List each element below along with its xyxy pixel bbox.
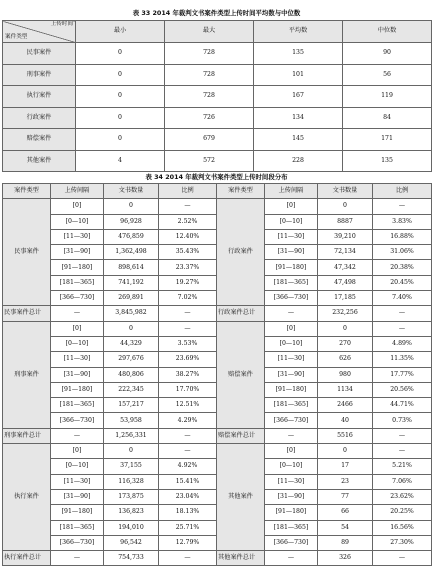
interval-cell: [31—90] [51, 245, 104, 260]
count-cell: 37,155 [104, 459, 159, 474]
header-diagonal-cell [3, 21, 76, 43]
interval-cell: [31—90] [51, 489, 104, 504]
interval-cell: [0—10] [265, 336, 318, 351]
ratio-cell: — [159, 321, 217, 336]
interval-cell: [0—10] [51, 459, 104, 474]
total-label-cell: 刑事案件总计 [3, 428, 51, 443]
count-cell: 0 [104, 444, 159, 459]
count-cell: 222,345 [104, 382, 159, 397]
interval-cell: [366—730] [265, 413, 318, 428]
case-type-cell: 行政案件 [3, 107, 76, 129]
column-header: 文书数量 [318, 184, 373, 199]
value-cell: 90 [343, 43, 432, 65]
count-cell: 0 [318, 199, 373, 214]
count-cell: 476,859 [104, 229, 159, 244]
count-cell: 17 [318, 459, 373, 474]
column-header: 中位数 [343, 21, 432, 43]
value-cell: 0 [76, 86, 165, 108]
case-type-cell: 民事案件 [3, 199, 51, 306]
count-cell: 54 [318, 520, 373, 535]
total-count-cell: 232,256 [318, 306, 373, 321]
ratio-cell: 23.04% [159, 489, 217, 504]
ratio-cell: 4.29% [159, 413, 217, 428]
ratio-cell: 25.71% [159, 520, 217, 535]
table-row [3, 321, 432, 336]
ratio-cell: 44.71% [373, 398, 432, 413]
case-type-cell: 民事案件 [3, 43, 76, 65]
interval-cell: [0] [265, 444, 318, 459]
count-cell: 194,010 [104, 520, 159, 535]
interval-cell: [91—180] [265, 505, 318, 520]
ratio-cell: 7.40% [373, 291, 432, 306]
total-ratio-cell: — [159, 551, 217, 566]
ratio-cell: — [373, 199, 432, 214]
count-cell: 269,891 [104, 291, 159, 306]
value-cell: 167 [254, 86, 343, 108]
value-cell: 0 [76, 107, 165, 129]
value-cell: 4 [76, 150, 165, 172]
ratio-cell: 12.51% [159, 398, 217, 413]
interval-cell: [91—180] [265, 260, 318, 275]
count-cell: 741,192 [104, 275, 159, 290]
total-count-cell: 1,256,331 [104, 428, 159, 443]
table-row [3, 444, 432, 459]
ratio-cell: 38.27% [159, 367, 217, 382]
table-33-header-row [3, 21, 432, 43]
column-header: 最大 [165, 21, 254, 43]
total-label-cell: 民事案件总计 [3, 306, 51, 321]
ratio-cell: — [373, 321, 432, 336]
total-ratio-cell: — [159, 428, 217, 443]
value-cell: 679 [165, 129, 254, 151]
interval-cell: [366—730] [51, 535, 104, 550]
ratio-cell: 5.21% [373, 459, 432, 474]
count-cell: 2466 [318, 398, 373, 413]
ratio-cell: 4.92% [159, 459, 217, 474]
count-cell: 0 [318, 321, 373, 336]
interval-cell: [91—180] [51, 505, 104, 520]
value-cell: 728 [165, 64, 254, 86]
case-type-cell: 刑事案件 [3, 321, 51, 428]
ratio-cell: 18.13% [159, 505, 217, 520]
count-cell: 136,823 [104, 505, 159, 520]
count-cell: 0 [318, 444, 373, 459]
interval-cell: [366—730] [51, 291, 104, 306]
column-header: 上传间隔 [265, 184, 318, 199]
ratio-cell: 3.53% [159, 336, 217, 351]
ratio-cell: 16.56% [373, 520, 432, 535]
case-type-cell: 刑事案件 [3, 64, 76, 86]
count-cell: 297,676 [104, 352, 159, 367]
case-type-cell: 赔偿案件 [3, 129, 76, 151]
interval-cell: [0—10] [265, 459, 318, 474]
total-count-cell: 3,845,982 [104, 306, 159, 321]
interval-cell: [181—365] [265, 520, 318, 535]
column-header: 平均数 [254, 21, 343, 43]
table-33-caption: 表 33 2014 年裁判文书案件类型上传时间平均数与中位数 [132, 9, 301, 17]
ratio-cell: — [159, 444, 217, 459]
case-type-cell: 赔偿案件 [217, 321, 265, 428]
case-type-cell: 执行案件 [3, 444, 51, 551]
value-cell: 84 [343, 107, 432, 129]
table-row [3, 43, 432, 65]
interval-cell: [11—30] [51, 474, 104, 489]
ratio-cell: 17.70% [159, 382, 217, 397]
total-count-cell: 754,733 [104, 551, 159, 566]
total-label-cell: 其他案件总计 [217, 551, 265, 566]
column-header: 比例 [159, 184, 217, 199]
ratio-cell: 20.56% [373, 382, 432, 397]
count-cell: 96,542 [104, 535, 159, 550]
value-cell: 171 [343, 129, 432, 151]
value-cell: 0 [76, 129, 165, 151]
value-cell: 572 [165, 150, 254, 172]
table-row [3, 129, 432, 151]
ratio-cell: 0.73% [373, 413, 432, 428]
count-cell: 0 [104, 199, 159, 214]
ratio-cell: 2.52% [159, 214, 217, 229]
ratio-cell: 4.89% [373, 336, 432, 351]
value-cell: 119 [343, 86, 432, 108]
interval-cell: [181—365] [265, 275, 318, 290]
total-label-cell: 执行案件总计 [3, 551, 51, 566]
total-interval-cell: — [51, 306, 104, 321]
count-cell: 480,806 [104, 367, 159, 382]
interval-cell: [31—90] [51, 367, 104, 382]
total-row [3, 551, 432, 566]
total-interval-cell: — [51, 428, 104, 443]
value-cell: 726 [165, 107, 254, 129]
case-type-cell: 其他案件 [3, 150, 76, 172]
column-header: 案件类型 [3, 184, 51, 199]
count-cell: 980 [318, 367, 373, 382]
count-cell: 270 [318, 336, 373, 351]
interval-cell: [91—180] [265, 382, 318, 397]
value-cell: 135 [343, 150, 432, 172]
total-row [3, 428, 432, 443]
ratio-cell: 12.40% [159, 229, 217, 244]
value-cell: 0 [76, 64, 165, 86]
count-cell: 40 [318, 413, 373, 428]
ratio-cell: 35.43% [159, 245, 217, 260]
ratio-cell: 23.62% [373, 489, 432, 504]
total-interval-cell: — [265, 551, 318, 566]
interval-cell: [0] [51, 199, 104, 214]
ratio-cell: 16.88% [373, 229, 432, 244]
count-cell: 89 [318, 535, 373, 550]
interval-cell: [11—30] [265, 474, 318, 489]
ratio-cell: — [373, 444, 432, 459]
ratio-cell: 23.37% [159, 260, 217, 275]
count-cell: 626 [318, 352, 373, 367]
interval-cell: [366—730] [51, 413, 104, 428]
interval-cell: [0—10] [51, 336, 104, 351]
ratio-cell: 20.25% [373, 505, 432, 520]
count-cell: 44,329 [104, 336, 159, 351]
ratio-cell: 11.35% [373, 352, 432, 367]
count-cell: 1134 [318, 382, 373, 397]
count-cell: 39,210 [318, 229, 373, 244]
table-row [3, 107, 432, 129]
header-upload-time-label: 上传时间 [50, 21, 73, 27]
table-33 [2, 20, 432, 172]
interval-cell: [11—30] [51, 229, 104, 244]
interval-cell: [11—30] [265, 229, 318, 244]
case-type-cell: 执行案件 [3, 86, 76, 108]
value-cell: 145 [254, 129, 343, 151]
count-cell: 23 [318, 474, 373, 489]
table-row [3, 150, 432, 172]
interval-cell: [11—30] [51, 352, 104, 367]
value-cell: 101 [254, 64, 343, 86]
column-header: 文书数量 [104, 184, 159, 199]
total-count-cell: 326 [318, 551, 373, 566]
interval-cell: [181—365] [51, 520, 104, 535]
count-cell: 53,958 [104, 413, 159, 428]
total-interval-cell: — [265, 306, 318, 321]
value-cell: 728 [165, 86, 254, 108]
value-cell: 134 [254, 107, 343, 129]
table-row [3, 86, 432, 108]
total-label-cell: 赔偿案件总计 [217, 428, 265, 443]
ratio-cell: 27.30% [373, 535, 432, 550]
total-ratio-cell: — [373, 551, 432, 566]
interval-cell: [181—365] [265, 398, 318, 413]
table-34 [2, 183, 432, 566]
interval-cell: [31—90] [265, 367, 318, 382]
interval-cell: [181—365] [51, 275, 104, 290]
count-cell: 116,328 [104, 474, 159, 489]
total-ratio-cell: — [159, 306, 217, 321]
ratio-cell: 7.06% [373, 474, 432, 489]
ratio-cell: 3.83% [373, 214, 432, 229]
interval-cell: [31—90] [265, 489, 318, 504]
case-type-cell: 行政案件 [217, 199, 265, 306]
interval-cell: [31—90] [265, 245, 318, 260]
count-cell: 96,928 [104, 214, 159, 229]
count-cell: 47,342 [318, 260, 373, 275]
value-cell: 56 [343, 64, 432, 86]
ratio-cell: 17.77% [373, 367, 432, 382]
count-cell: 173,875 [104, 489, 159, 504]
total-row [3, 306, 432, 321]
total-count-cell: 5516 [318, 428, 373, 443]
ratio-cell: — [159, 199, 217, 214]
interval-cell: [0] [51, 444, 104, 459]
total-interval-cell: — [51, 551, 104, 566]
count-cell: 0 [104, 321, 159, 336]
total-interval-cell: — [265, 428, 318, 443]
interval-cell: [0] [265, 321, 318, 336]
count-cell: 8887 [318, 214, 373, 229]
interval-cell: [0—10] [51, 214, 104, 229]
count-cell: 66 [318, 505, 373, 520]
value-cell: 0 [76, 43, 165, 65]
table-row [3, 199, 432, 214]
header-case-type-label: 案件类型 [5, 34, 28, 41]
table-row [3, 64, 432, 86]
value-cell: 228 [254, 150, 343, 172]
total-ratio-cell: — [373, 306, 432, 321]
column-header: 最小 [76, 21, 165, 43]
count-cell: 77 [318, 489, 373, 504]
value-cell: 135 [254, 43, 343, 65]
count-cell: 72,134 [318, 245, 373, 260]
total-label-cell: 行政案件总计 [217, 306, 265, 321]
column-header: 案件类型 [217, 184, 265, 199]
ratio-cell: 19.27% [159, 275, 217, 290]
ratio-cell: 7.02% [159, 291, 217, 306]
column-header: 比例 [373, 184, 432, 199]
case-type-cell: 其他案件 [217, 444, 265, 551]
count-cell: 17,185 [318, 291, 373, 306]
table-34-header-row [3, 184, 432, 199]
interval-cell: [0—10] [265, 214, 318, 229]
ratio-cell: 20.45% [373, 275, 432, 290]
ratio-cell: 23.69% [159, 352, 217, 367]
interval-cell: [366—730] [265, 535, 318, 550]
interval-cell: [366—730] [265, 291, 318, 306]
interval-cell: [181—365] [51, 398, 104, 413]
ratio-cell: 15.41% [159, 474, 217, 489]
value-cell: 728 [165, 43, 254, 65]
interval-cell: [0] [51, 321, 104, 336]
ratio-cell: 31.06% [373, 245, 432, 260]
ratio-cell: 12.79% [159, 535, 217, 550]
count-cell: 898,614 [104, 260, 159, 275]
interval-cell: [0] [265, 199, 318, 214]
column-header: 上传间隔 [51, 184, 104, 199]
ratio-cell: 20.38% [373, 260, 432, 275]
interval-cell: [91—180] [51, 260, 104, 275]
count-cell: 47,498 [318, 275, 373, 290]
total-ratio-cell: — [373, 428, 432, 443]
table-34-caption: 表 34 2014 年裁判文书案件类型上传时间段分布 [145, 173, 288, 181]
interval-cell: [91—180] [51, 382, 104, 397]
interval-cell: [11—30] [265, 352, 318, 367]
count-cell: 1,362,498 [104, 245, 159, 260]
count-cell: 157,217 [104, 398, 159, 413]
